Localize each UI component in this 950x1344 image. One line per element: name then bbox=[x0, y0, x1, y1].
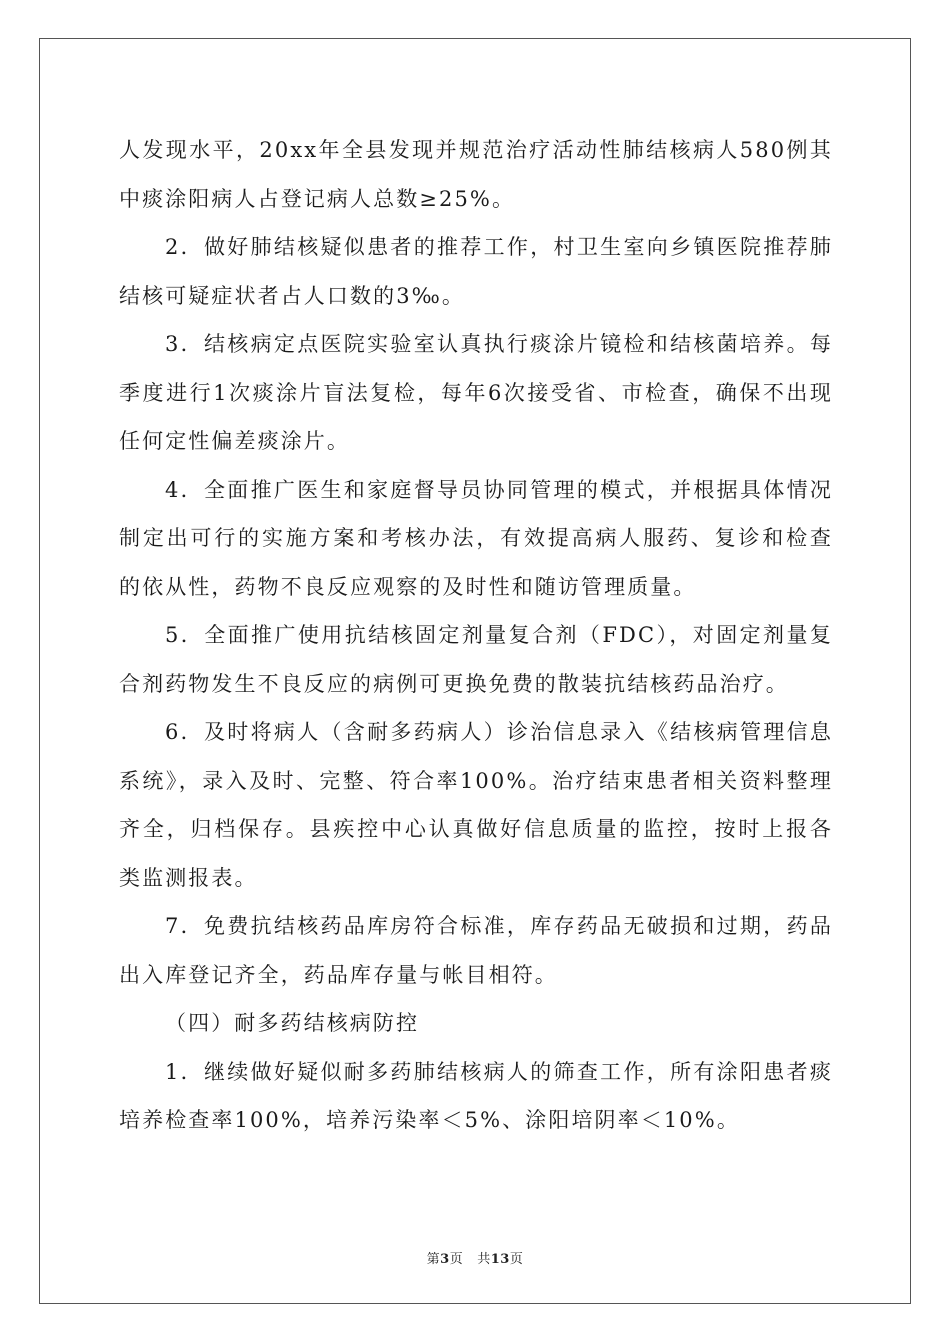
total-prefix: 共 bbox=[477, 1252, 491, 1267]
paragraph: 人发现水平，20xx年全县发现并规范治疗活动性肺结核病人580例其中痰涂阳病人占登记病人总数≥25%。 bbox=[119, 138, 833, 211]
paragraph: 4．全面推广医生和家庭督导员协同管理的模式，并根据具体情况制定出可行的实施方案和考核办法，有效提高病人服药、复诊和检查的依从性，药物不良反应观察的及时性和随访管理质量。 bbox=[119, 477, 833, 599]
document-body bbox=[119, 126, 833, 1145]
page-footer bbox=[0, 1248, 950, 1267]
paragraph: 7．免费抗结核药品库房符合标准，库存药品无破损和过期，药品出入库登记齐全，药品库存量与帐目相符。 bbox=[119, 914, 833, 987]
page-prefix: 第 bbox=[426, 1252, 441, 1267]
section-heading: （四）耐多药结核病防控 bbox=[165, 1011, 420, 1035]
paragraph: 3．结核病定点医院实验室认真执行痰涂片镜检和结核菌培养。每季度进行1次痰涂片盲法复检，每年6次接受省、市检查，确保不出现任何定性偏差痰涂片。 bbox=[119, 332, 833, 453]
paragraph: 1．继续做好疑似耐多药肺结核病人的筛查工作，所有涂阳患者痰培养检查率100%，培养污染率＜5%、涂阳培阴率＜10%。 bbox=[119, 1059, 833, 1132]
page-suffix: 页 bbox=[449, 1252, 464, 1267]
current-page-number: 3 bbox=[440, 1252, 450, 1267]
total-suffix: 页 bbox=[509, 1252, 524, 1267]
total-page-number: 13 bbox=[490, 1252, 510, 1267]
paragraph: 6．及时将病人（含耐多药病人）诊治信息录入《结核病管理信息系统》，录入及时、完整、符合率100%。治疗结束患者相关资料整理齐全，归档保存。县疾控中心认真做好信息质量的监控，按时上报各类监测报表。 bbox=[119, 720, 833, 890]
paragraph: 5．全面推广使用抗结核固定剂量复合剂（FDC），对固定剂量复合剂药物发生不良反应的病例可更换免费的散装抗结核药品治疗。 bbox=[119, 623, 833, 696]
paragraph: 2．做好肺结核疑似患者的推荐工作，村卫生室向乡镇医院推荐肺结核可疑症状者占人口数的3‰。 bbox=[119, 235, 833, 308]
